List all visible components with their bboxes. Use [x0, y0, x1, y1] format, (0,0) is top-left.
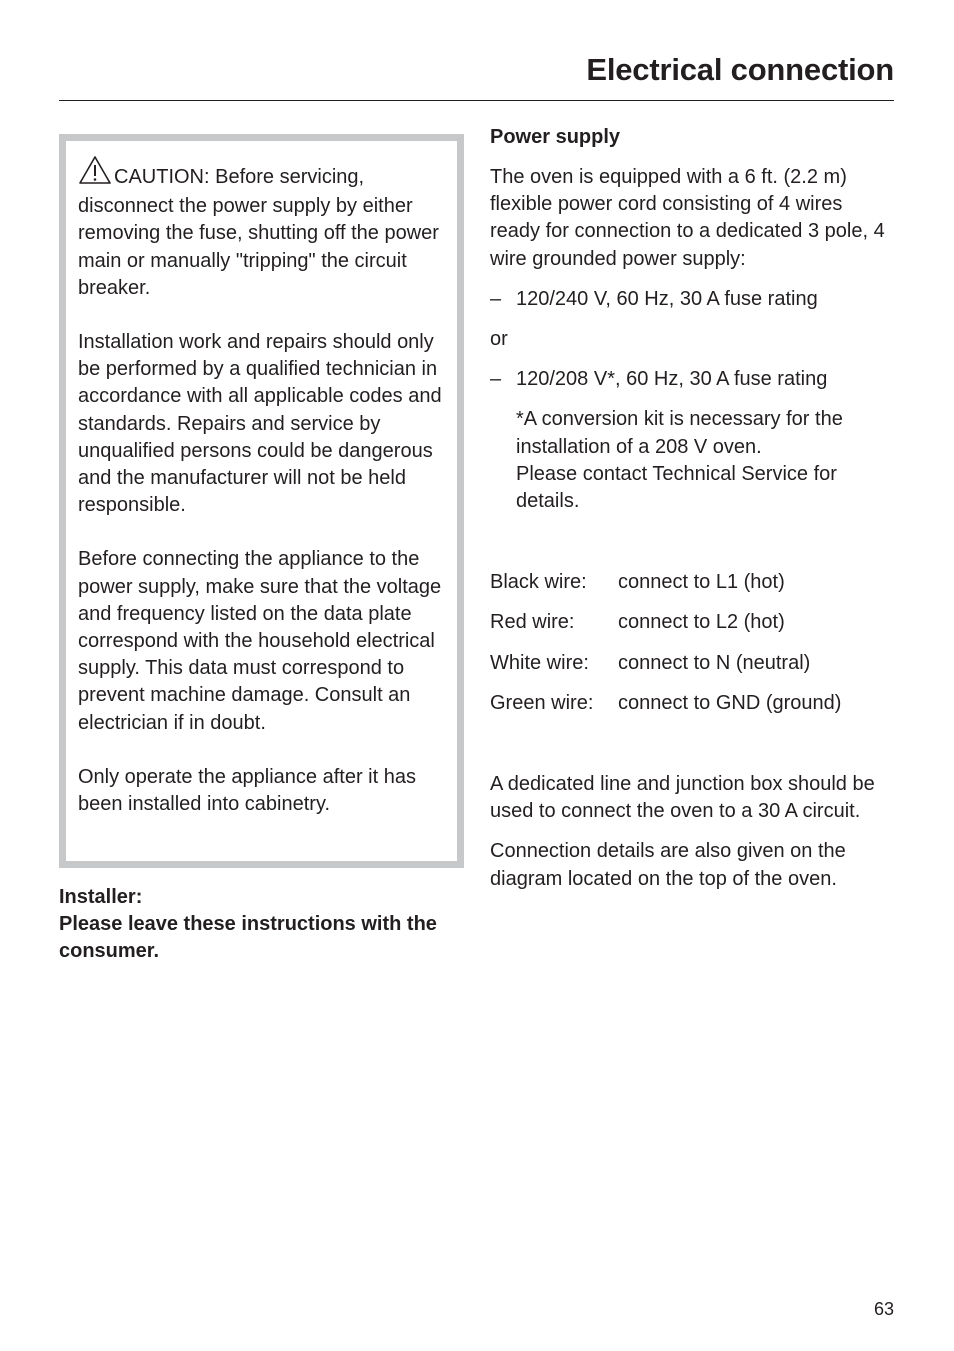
option-text: 120/240 V, 60 Hz, 30 A fuse rating: [516, 287, 818, 310]
power-supply-section: [490, 124, 900, 893]
conversion-note-line1: *A conversion kit is necessary for the installation of a 208 V oven.: [516, 408, 843, 458]
conversion-note: [490, 406, 900, 515]
installation-paragraph: Installation work and repairs should only be performed by a qualified technician in accordance with all applicable codes and standards. Repairs and service by unqualified persons could be dangerous and the manufacturer will not be held responsible.: [78, 331, 442, 517]
wire-name: Black wire:: [490, 571, 587, 594]
wire-row: [490, 690, 900, 717]
wire-name: Red wire:: [490, 611, 575, 634]
junction-box-text: A dedicated line and junction box should be used to connect the oven to a 30 A circuit.: [490, 773, 875, 823]
voltage-option-240: [490, 286, 900, 313]
wire-connection: connect to L2 (hot): [618, 611, 785, 634]
warning-triangle-icon: [78, 155, 112, 193]
dash-mark: –: [490, 368, 502, 391]
wire-connection: connect to GND (ground): [618, 691, 842, 714]
option-text: 120/208 V*, 60 Hz, 30 A fuse rating: [516, 368, 828, 391]
voltage-option-208: [490, 366, 900, 393]
voltage-paragraph: Before connecting the appliance to the power supply, make sure that the voltage and frequency listed on the data plate correspond with the household electrical supply. This data must correspond to prevent machine damage. Consult an electrician if in doubt.: [78, 548, 442, 734]
wire-row: [490, 609, 900, 636]
wire-name: Green wire:: [490, 691, 594, 714]
installer-instruction: Please leave these instructions with the consumer.: [59, 913, 437, 963]
installer-note: [59, 884, 469, 966]
power-cord-intro: The oven is equipped with a 6 ft. (2.2 m) flexible power cord consisting of 4 wires ready for connection to a dedicated 3 pole, 4 wire grounded power supply:: [490, 166, 885, 270]
page-number: 63: [873, 1299, 894, 1319]
wire-row: [490, 650, 900, 677]
caution-paragraph: [78, 155, 451, 302]
installer-label: Installer:: [59, 886, 143, 908]
conversion-note-line2: Please contact Technical Service for details.: [516, 462, 837, 513]
wire-table: [490, 569, 900, 717]
caution-text: CAUTION: Before servicing, disconnect the power supply by either removing the fuse, shutting off the power main or manually "tripping" the circuit breaker.: [78, 166, 439, 299]
caution-box: [59, 134, 464, 868]
page-title: Electrical connection: [586, 52, 894, 87]
wire-connection: connect to N (neutral): [618, 651, 811, 674]
section-heading: Power supply: [490, 126, 621, 148]
or-text: or: [490, 328, 508, 351]
diagram-text: Connection details are also given on the diagram located on the top of the oven.: [490, 840, 846, 890]
title-rule: [59, 100, 894, 101]
wire-name: White wire:: [490, 651, 589, 674]
dash-mark: –: [490, 287, 502, 310]
cabinetry-paragraph: Only operate the appliance after it has been installed into cabinetry.: [78, 765, 416, 816]
wire-row: [490, 569, 900, 596]
wire-connection: connect to L1 (hot): [618, 571, 785, 594]
